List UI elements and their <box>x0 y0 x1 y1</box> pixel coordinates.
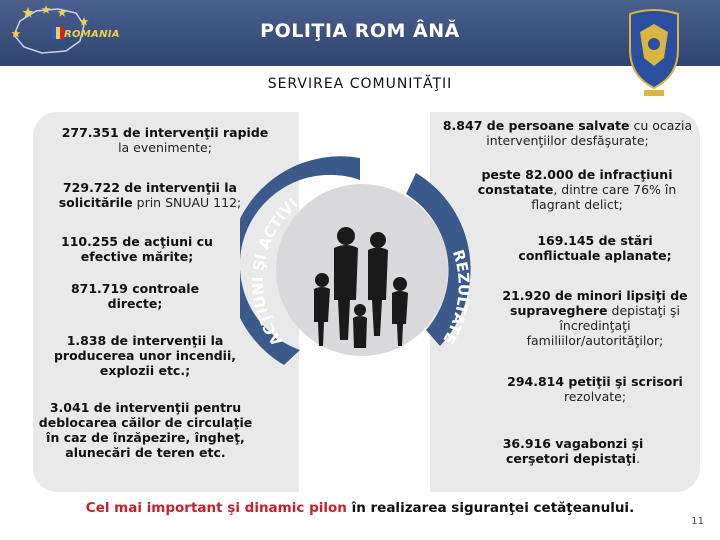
central-circle-graphic <box>240 150 480 390</box>
left-item-4 <box>60 281 210 311</box>
left-item-3 <box>52 234 222 264</box>
left-item-1-rest: la evenimente; <box>118 140 212 155</box>
left-item-2-bold: 729.722 de intervenţii la solicitările <box>58 180 237 210</box>
left-item-6 <box>38 400 253 460</box>
right-item-1 <box>440 118 695 148</box>
left-item-5 <box>50 333 240 378</box>
left-item-4-bold: 871.719 controale directe; <box>70 281 200 311</box>
left-arc-label: ACŢIUNI ŞI ACTIVI <box>248 194 302 350</box>
right-item-6-rest: . <box>636 451 641 466</box>
right-item-5 <box>500 374 690 404</box>
right-item-6 <box>478 436 668 466</box>
left-item-3-bold: 110.255 de acţiuni cu efective mărite; <box>61 234 213 264</box>
right-item-2 <box>462 167 692 212</box>
right-item-3 <box>500 233 690 263</box>
right-arc-label: REZULTATE <box>439 247 473 348</box>
right-item-6-bold: 36.916 vagabonzi şi cerşetori depistaţi <box>502 436 644 466</box>
right-item-5-bold: 294.814 petiţii şi scrisori <box>507 374 683 389</box>
right-item-3-bold: 169.145 de stări conflictuale aplanate; <box>518 233 672 263</box>
footer-statement <box>0 500 720 516</box>
right-item-4-bold: 21.920 de minori lipsiţi de supraveghere <box>502 288 688 318</box>
left-item-5-bold: 1.838 de intervenţii la producerea unor incendii, explozii etc.; <box>53 333 236 378</box>
left-item-2 <box>40 180 260 210</box>
right-item-5-rest: rezolvate; <box>563 389 627 404</box>
right-item-2-rest: , dintre care 76% în flagrant delict; <box>531 182 677 212</box>
right-item-1-rest: cu ocazia intervenţiilor desfăşurate; <box>486 118 693 148</box>
right-item-4 <box>500 288 690 348</box>
header-bar <box>0 0 720 66</box>
section-subtitle: SERVIREA COMUNITĂŢII <box>267 76 453 92</box>
footer-rest: în realizarea siguranţei cetăţeanului. <box>346 500 635 516</box>
right-item-2-bold: peste 82.000 de infracţiuni constatate <box>477 167 673 197</box>
right-item-4-rest: depistaţi şi încredinţaţi familiilor/autorităţilor; <box>526 303 680 348</box>
romania-brand-label: ROMANIA <box>64 29 120 40</box>
page-number: 11 <box>691 516 704 527</box>
right-item-1-bold: 8.847 de persoane salvate <box>442 118 630 133</box>
left-item-1-bold: 277.351 de intervenţii rapide <box>61 125 269 140</box>
left-item-6-bold: 3.041 de intervenţii pentru deblocarea căilor de circulaţie în caz de înzăpezire, îngheţ, alunecări de teren etc. <box>38 400 253 460</box>
left-item-2-rest: prin SNUAU 112; <box>132 195 242 210</box>
page-title: POLIŢIA ROM ÂNĂ <box>260 20 460 42</box>
footer-highlight: Cel mai important şi dinamic pilon <box>85 500 347 516</box>
